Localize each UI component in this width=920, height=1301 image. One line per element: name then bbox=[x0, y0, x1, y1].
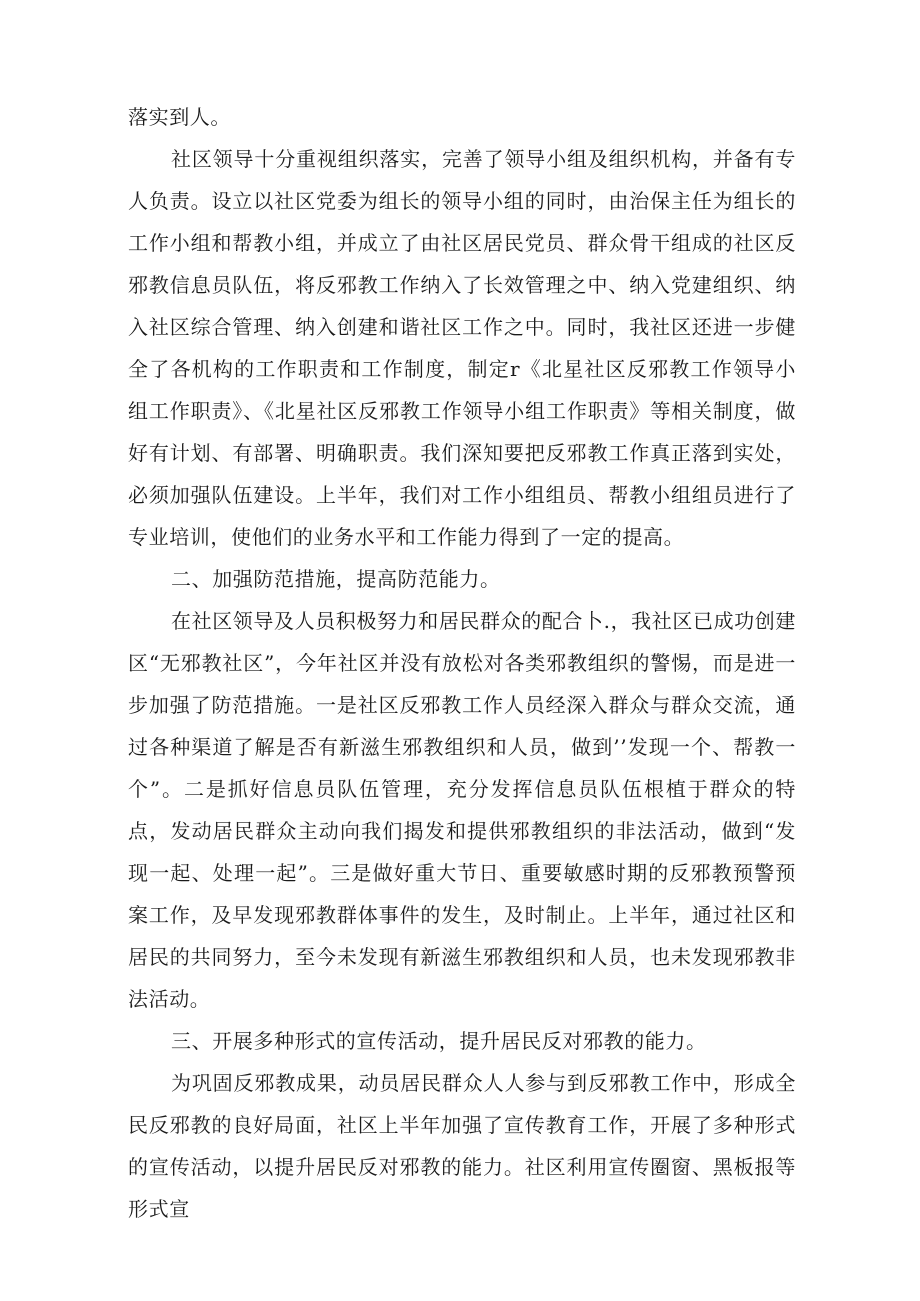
paragraph-organization: 社区领导十分重视组织落实，完善了领导小组及组织机构，并备有专人负责。设立以社区党委为组长的领导小组的同时，由治保主任为组长的工作小组和帮教小组，并成立了由社区居民党员、群众骨干组成的社区反邪教信息员队伍，将反邪教工作纳入了长效管理之中、纳入党建组织、纳入社区综合管理、纳入创建和谐社区工作之中。同时，我社区还进一步健全了各机构的工作职责和工作制度，制定r《北星社区反邪教工作领导小组工作职责》、《北星社区反邪教工作领导小组工作职责》等相关制度，做好有计划、有部署、明确职责。我们深知要把反邪教工作真正落到实处，必须加强队伍建设。上半年，我们对工作小组组员、帮教小组组员进行了专业培训，使他们的业务水平和工作能力得到了一定的提高。 bbox=[128, 147, 796, 549]
paragraph-publicity: 为巩固反邪教成果，动员居民群众人人参与到反邪教工作中，形成全民反邪教的良好局面，社区上半年加强了宣传教育工作，开展了多种形式的宣传活动，以提升居民反对邪教的能力。社区利用宣传圈窗、黑板报等形式宣 bbox=[128, 1071, 796, 1221]
section-heading-publicity: 三、开展多种形式的宣传活动，提升居民反对邪教的能力。 bbox=[171, 1029, 707, 1053]
paragraph-prevention: 在社区领导及人员积极努力和居民群众的配合卜.，我社区已成功创建区“无邪教社区”，今年社区并没有放松对各类邪教组织的警惕，而是进一步加强了防范措施。一是社区反邪教工作人员经深入群众与群众交流，通过各种渠道了解是否有新滋生邪教组织和人员，做到’’发现一个、帮教一个”。二是抓好信息员队伍管理，充分发挥信息员队伍根植于群众的特点，发动居民群众主动向我们揭发和提供邪教组织的非法活动，做到“发现一起、处理一起”。三是做好重大节日、重要敏感时期的反邪教预警预案工作，及早发现邪教群体事件的发生，及时制止。上半年，通过社区和居民的共同努力，至今未发现有新滋生邪教组织和人员，也未发现邪教非法活动。 bbox=[128, 609, 796, 1011]
paragraph-continuation: 落实到人。 bbox=[128, 105, 231, 129]
document-body bbox=[128, 96, 796, 1230]
section-heading-prevention: 二、加强防范措施，提高防范能力。 bbox=[171, 567, 501, 591]
